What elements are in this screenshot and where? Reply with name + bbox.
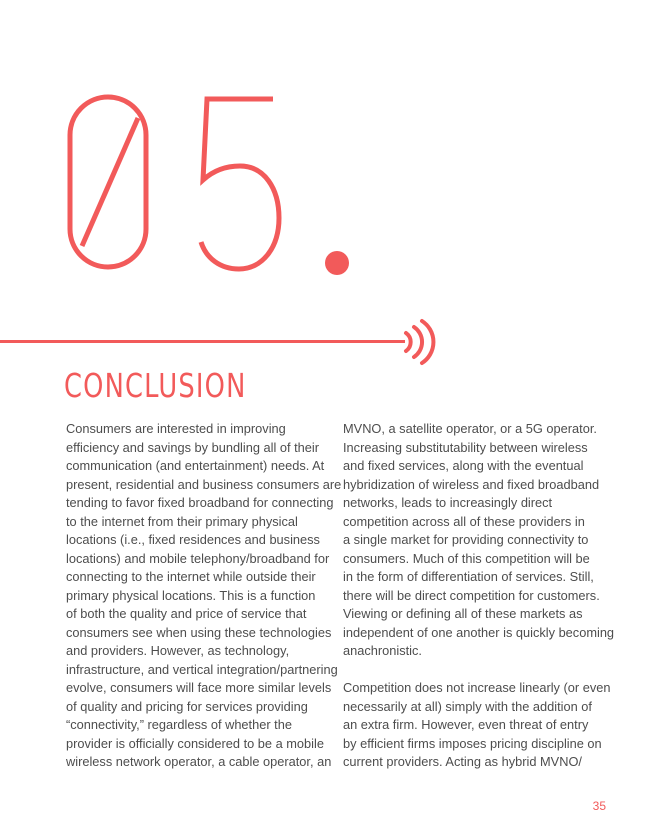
text-line: to the internet from their primary physical bbox=[66, 513, 298, 529]
paragraph bbox=[343, 420, 618, 661]
text-line: Increasing substitutability between wireless bbox=[343, 439, 588, 455]
text-line: and fixed services, along with the eventual bbox=[343, 458, 584, 473]
text-line: wireless network operator, a cable operator, an bbox=[66, 754, 332, 769]
text-line: locations) and mobile telephony/broadband for bbox=[66, 550, 330, 566]
paragraph bbox=[343, 679, 618, 772]
text-line: in the form of differentiation of services. Still, bbox=[343, 569, 594, 584]
section-divider bbox=[0, 340, 405, 343]
text-line: necessarily at all) simply with the addition of bbox=[343, 698, 592, 714]
text-line: MVNO, a satellite operator, or a 5G operator. bbox=[343, 421, 597, 436]
text-line: there will be direct competition for customers. bbox=[343, 587, 600, 603]
paragraph bbox=[66, 420, 342, 772]
text-line: communication (and entertainment) needs. At bbox=[66, 458, 325, 473]
text-line: anachronistic. bbox=[343, 643, 422, 658]
text-line: by efficient firms imposes pricing discipline on bbox=[343, 735, 602, 751]
digit-five-shape bbox=[201, 99, 279, 269]
page-number: 35 bbox=[592, 799, 606, 813]
text-line: a single market for providing connectivity to bbox=[343, 532, 589, 547]
text-line: Competition does not increase linearly (or even bbox=[343, 680, 611, 695]
text-line: locations (i.e., fixed residences and business bbox=[66, 532, 320, 547]
text-line: networks, leads to increasingly direct bbox=[343, 495, 553, 510]
signal-waves-icon bbox=[398, 316, 438, 366]
body-column-right bbox=[343, 420, 618, 790]
text-line: of quality and pricing for services providing bbox=[66, 698, 308, 714]
text-line: and providers. However, as technology, bbox=[66, 643, 290, 658]
chapter-number-graphic bbox=[62, 90, 362, 282]
text-line: infrastructure, and vertical integration/partnering bbox=[66, 661, 338, 677]
chapter-number bbox=[62, 90, 362, 282]
text-line: hybridization of wireless and fixed broadband bbox=[343, 476, 600, 492]
text-line: consumers. Much of this competition will be bbox=[343, 550, 590, 566]
text-line: present, residential and business consumers are bbox=[66, 476, 342, 492]
text-line: independent of one another is quickly becoming bbox=[343, 624, 615, 640]
text-line: evolve, consumers will face more similar levels bbox=[66, 680, 332, 695]
text-line: of both the quality and price of service that bbox=[66, 606, 307, 621]
text-line: Consumers are interested in improving bbox=[66, 421, 286, 436]
text-line: efficiency and savings by bundling all of their bbox=[66, 439, 320, 455]
section-title: CONCLUSION bbox=[64, 366, 247, 405]
text-line: Viewing or defining all of these markets as bbox=[343, 606, 583, 621]
text-line: current providers. Acting as hybrid MVNO/ bbox=[343, 754, 582, 769]
text-line: consumers see when using these technologies bbox=[66, 624, 332, 640]
period-dot bbox=[325, 251, 349, 275]
text-line: connecting to the internet while outside their bbox=[66, 569, 316, 584]
text-line: tending to favor fixed broadband for connecting bbox=[66, 495, 334, 510]
text-line: provider is officially considered to be a mobile bbox=[66, 735, 324, 751]
text-line: an extra firm. However, even threat of entry bbox=[343, 717, 589, 732]
text-line: competition across all of these providers in bbox=[343, 513, 585, 529]
body-column-left bbox=[66, 420, 342, 790]
text-line: primary physical locations. This is a function bbox=[66, 587, 316, 603]
digit-zero-slash bbox=[82, 118, 138, 246]
text-line: “connectivity,” regardless of whether the bbox=[66, 717, 292, 732]
